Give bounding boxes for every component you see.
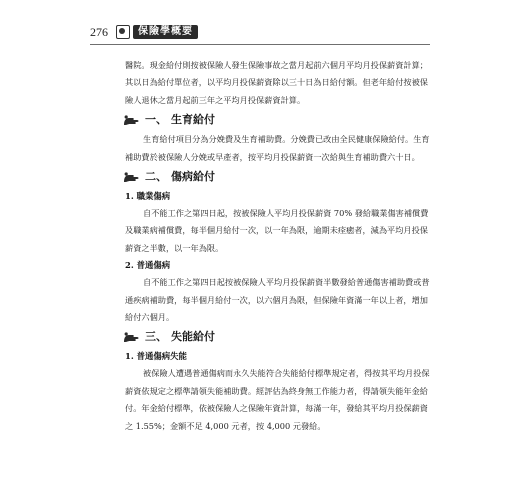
paragraph-ordinary: [125, 274, 430, 326]
hand-pointer-icon: [123, 170, 141, 184]
page-number: 276: [90, 25, 108, 39]
subsection-heading-ordinary: [125, 257, 430, 274]
subsection-heading-occupational: [125, 188, 430, 205]
book-title-banner: 保險學概要: [133, 25, 198, 39]
subsection-number: 1.: [125, 351, 134, 362]
paragraph-text: 自不能工作之第四日起，按被保險人平均月投保薪資 70% 發給職業傷害補償費及職業病補償費，每半個月給付一次，以一年為限，逾期未痊癒者，減為平均月投保薪資之半數，以一年為限。: [125, 208, 429, 253]
paragraph-cash-benefit: 醫院。現金給付則按被保險人發生保險事故之當月起前六個月平均月投保薪資計算；其以日為給付單位者，以平均月投保薪資除以三十日為日給付額。但老年給付按被保險人退休之當月起前三年之平均月投保薪資計算。: [125, 60, 428, 105]
subsection-title: 普通傷病: [136, 260, 171, 271]
section-title: 失能給付: [171, 330, 215, 344]
subsection-title: 普通傷病失能: [136, 351, 187, 362]
paragraph-occupational: [125, 205, 430, 257]
paragraph-text: 被保險人遭遇普通傷病而永久失能符合失能給付標準規定者，得按其平均月投保薪資依規定之標準請領失能補助費。經評估為終身無工作能力者，得請領失能年金給付。年金給付標準，依被保險人之保險年資計算，每滿一年，發給其平均月投保薪資之 1.55%；金額不足 4,000 元者，按 4,000 元發給。: [125, 368, 430, 431]
section-heading-injury: [123, 167, 430, 187]
logo-icon: [116, 25, 130, 39]
section-number: 三、: [145, 330, 167, 344]
section-heading-disability: [123, 327, 430, 347]
paragraph-text: 自不能工作之第四日起按被保險人平均月投保薪資半數發給普通傷害補助費或普通疾病補助費，每半個月給付一次，以六個月為限，但保險年資滿一年以上者，增加給付六個月。: [125, 277, 430, 323]
hand-pointer-icon: [123, 330, 141, 344]
section-number: 二、: [145, 170, 167, 184]
page-header: [90, 22, 198, 42]
header-rule: [90, 44, 430, 45]
section-title: 生育給付: [171, 113, 215, 127]
paragraph-disability: [125, 365, 430, 435]
subsection-number: 2.: [125, 260, 134, 271]
page-body: [125, 57, 430, 435]
subsection-number: 1.: [125, 191, 134, 202]
hand-pointer-icon: [123, 113, 141, 127]
section-heading-maternity: [123, 110, 430, 130]
section-number: 一、: [145, 113, 167, 127]
subsection-heading-ordinary-disability: [125, 348, 430, 365]
section-title: 傷病給付: [171, 170, 215, 184]
paragraph-maternity: [125, 131, 430, 166]
subsection-title: 職業傷病: [136, 191, 171, 202]
book-logo: [116, 25, 198, 39]
paragraph-text: 生育給付項目分為分娩費及生育補助費。分娩費已改由全民健康保險給付。生育補助費於被保險人分娩或早產者，按平均月投保薪資一次給與生育補助費六十日。: [125, 134, 430, 162]
